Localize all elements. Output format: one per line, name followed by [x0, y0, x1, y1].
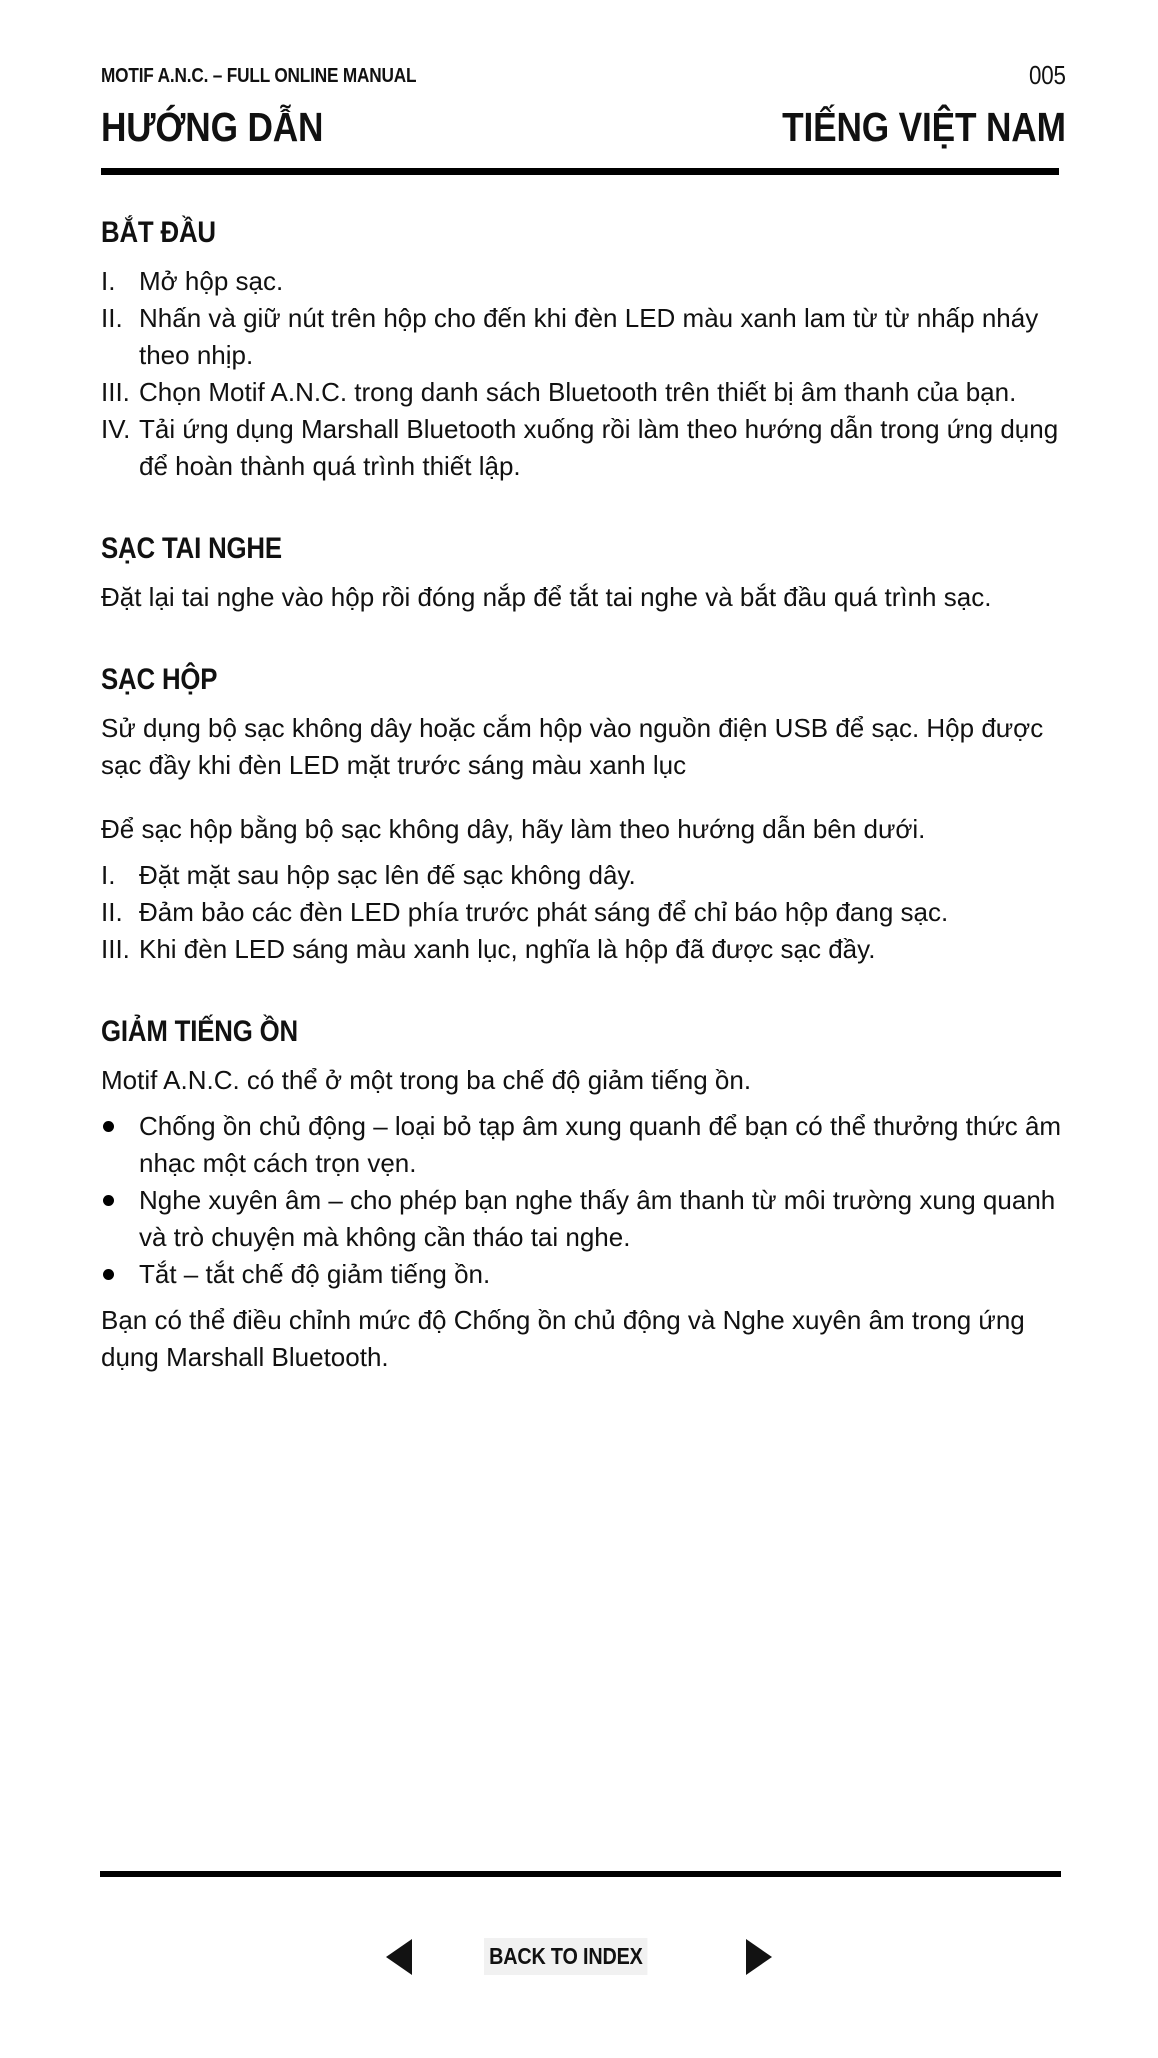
prev-page-button[interactable]: [386, 1939, 412, 1975]
footer-navigation: [0, 1938, 1158, 1975]
list-item: [101, 894, 1066, 931]
content-column: [101, 0, 1066, 1376]
section-heading: SẠC TAI NGHE: [101, 532, 282, 565]
paragraph: Để sạc hộp bằng bộ sạc không dây, hãy làm theo hướng dẫn bên dưới.: [101, 814, 926, 844]
bullet-icon: [103, 1269, 114, 1280]
prev-arrow-icon: [386, 1939, 412, 1975]
list-text: Đảm bảo các đèn LED phía trước phát sáng để chỉ báo hộp đang sạc.: [139, 897, 949, 927]
list-text: Khi đèn LED sáng màu xanh lục, nghĩa là hộp đã được sạc đầy.: [139, 934, 876, 964]
list-item: [101, 1182, 1066, 1256]
list-text: Tải ứng dụng Marshall Bluetooth xuống rồi làm theo hướng dẫn trong ứng dụng để hoàn thành quá trình thiết lập.: [139, 414, 1059, 481]
list-item: [101, 263, 1066, 300]
back-to-index-link[interactable]: BACK TO INDEX: [484, 1938, 648, 1975]
paragraph: Motif A.N.C. có thể ở một trong ba chế độ giảm tiếng ồn.: [101, 1065, 752, 1095]
page-title: HƯỚNG DẪN: [101, 104, 324, 150]
section-noise-cancelling: [101, 1014, 1066, 1376]
bullet-cell: [101, 1256, 139, 1280]
section-charge-case: [101, 662, 1066, 968]
section-charge-headphones: [101, 531, 1066, 616]
page-number: 005: [1029, 60, 1066, 90]
list-number: II.: [101, 303, 123, 333]
list-item: [101, 857, 1066, 894]
section-getting-started: [101, 215, 1066, 485]
paragraph: Sử dụng bộ sạc không dây hoặc cắm hộp vào nguồn điện USB để sạc. Hộp được sạc đầy khi đèn LED mặt trước sáng màu xanh lục: [101, 713, 1044, 780]
list-number: III.: [101, 377, 130, 407]
list-item: [101, 411, 1066, 485]
bullet-list: [101, 1108, 1066, 1293]
list-number: IV.: [101, 414, 131, 444]
section-heading: GIẢM TIẾNG ỒN: [101, 1015, 299, 1048]
list-text: Mở hộp sạc.: [139, 266, 284, 296]
bullet-icon: [103, 1121, 114, 1132]
footer-divider: [100, 1871, 1061, 1877]
list-number: II.: [101, 897, 123, 927]
list-item: [101, 374, 1066, 411]
list-text: Đặt mặt sau hộp sạc lên đế sạc không dây.: [139, 860, 636, 890]
bullet-cell: [101, 1108, 139, 1132]
doc-title: MOTIF A.N.C. – FULL ONLINE MANUAL: [101, 65, 417, 87]
list-number: I.: [101, 266, 116, 296]
list-item: [101, 1256, 1066, 1293]
list-item: [101, 931, 1066, 968]
title-row: [101, 104, 1066, 150]
list-text: Chọn Motif A.N.C. trong danh sách Bluetooth trên thiết bị âm thanh của bạn.: [139, 377, 1017, 407]
language-title: TIẾNG VIỆT NAM: [782, 104, 1066, 150]
title-divider: [101, 168, 1059, 175]
list-text: Chống ồn chủ động – loại bỏ tạp âm xung quanh để bạn có thể thưởng thức âm nhạc một cách trọn vẹn.: [139, 1111, 1062, 1178]
bullet-cell: [101, 1182, 139, 1206]
list-number: III.: [101, 934, 130, 964]
next-page-button[interactable]: [746, 1939, 772, 1975]
section-heading: BẮT ĐẦU: [101, 216, 216, 249]
paragraph: Bạn có thể điều chỉnh mức độ Chống ồn chủ động và Nghe xuyên âm trong ứng dụng Marshall Bluetooth.: [101, 1305, 1025, 1372]
list-item: [101, 1108, 1066, 1182]
next-arrow-icon: [746, 1939, 772, 1975]
section-heading: SẠC HỘP: [101, 663, 218, 696]
list-text: Tắt – tắt chế độ giảm tiếng ồn.: [139, 1259, 491, 1289]
list-item: [101, 300, 1066, 374]
bullet-icon: [103, 1195, 114, 1206]
paragraph: Đặt lại tai nghe vào hộp rồi đóng nắp để tắt tai nghe và bắt đầu quá trình sạc.: [101, 582, 992, 612]
roman-list: [101, 263, 1066, 485]
list-text: Nhấn và giữ nút trên hộp cho đến khi đèn LED màu xanh lam từ từ nhấp nháy theo nhịp.: [139, 303, 1039, 370]
list-number: I.: [101, 860, 116, 890]
top-header: [101, 62, 1066, 88]
roman-list: [101, 857, 1066, 968]
list-text: Nghe xuyên âm – cho phép bạn nghe thấy âm thanh từ môi trường xung quanh và trò chuyện mà không cần tháo tai nghe.: [139, 1185, 1056, 1252]
